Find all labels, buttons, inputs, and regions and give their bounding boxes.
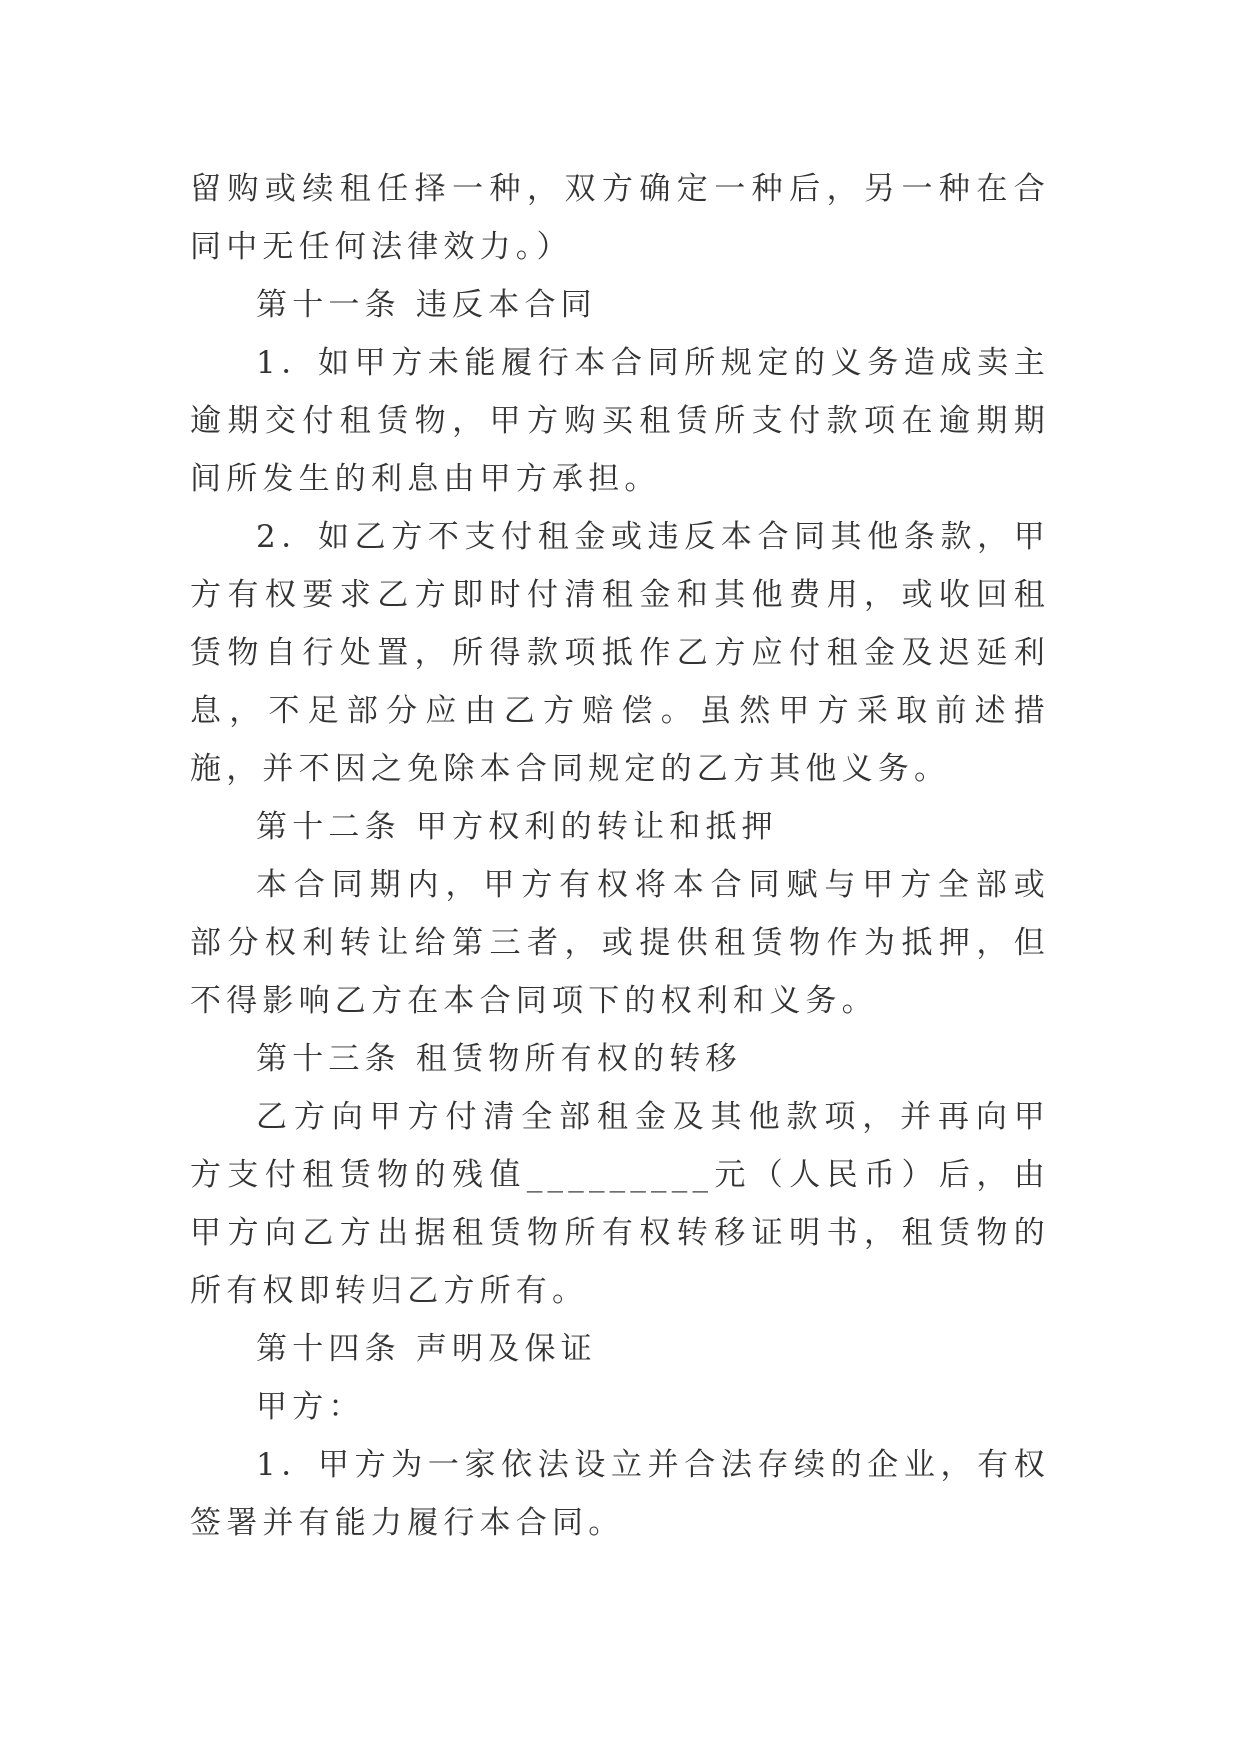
heading-article-14: 第十四条 声明及保证 <box>256 1331 597 1367</box>
paragraph-article-11-item-2: 2．如乙方不支付租金或违反本合同其他条款，甲方有权要求乙方即时付清租金和其他费用，或收回租赁物自行处置，所得款项抵作乙方应付租金及迟延利息，不足部分应由乙方赔偿。虽然甲方采取前述措施，并不因之免除本合同规定的乙方其他义务。 <box>190 519 1050 787</box>
paragraph-article-13: 乙方向甲方付清全部租金及其他款项，并再向甲方支付租赁物的残值_________元（人民币）后，由甲方向乙方出据租赁物所有权转移证明书，租赁物的所有权即转归乙方所有。 <box>190 1099 1050 1309</box>
heading-article-13: 第十三条 租赁物所有权的转移 <box>256 1041 742 1077</box>
label-party-a: 甲方： <box>256 1389 365 1425</box>
heading-article-12: 第十二条 甲方权利的转让和抵押 <box>256 809 778 845</box>
paragraph-article-12: 本合同期内，甲方有权将本合同赋与甲方全部或部分权利转让给第三者，或提供租赁物作为抵押，但不得影响乙方在本合同项下的权利和义务。 <box>190 867 1050 1019</box>
heading-article-11: 第十一条 违反本合同 <box>256 287 597 323</box>
paragraph-clause-10-continuation: 留购或续租任择一种，双方确定一种后，另一种在合同中无任何法律效力。） <box>190 171 1050 265</box>
paragraph-article-14-item-1: 1．甲方为一家依法设立并合法存续的企业，有权签署并有能力履行本合同。 <box>190 1447 1050 1541</box>
document-body <box>190 160 1050 1552</box>
paragraph-article-11-item-1: 1．如甲方未能履行本合同所规定的义务造成卖主逾期交付租赁物，甲方购买租赁所支付款项在逾期期间所发生的利息由甲方承担。 <box>190 345 1050 497</box>
